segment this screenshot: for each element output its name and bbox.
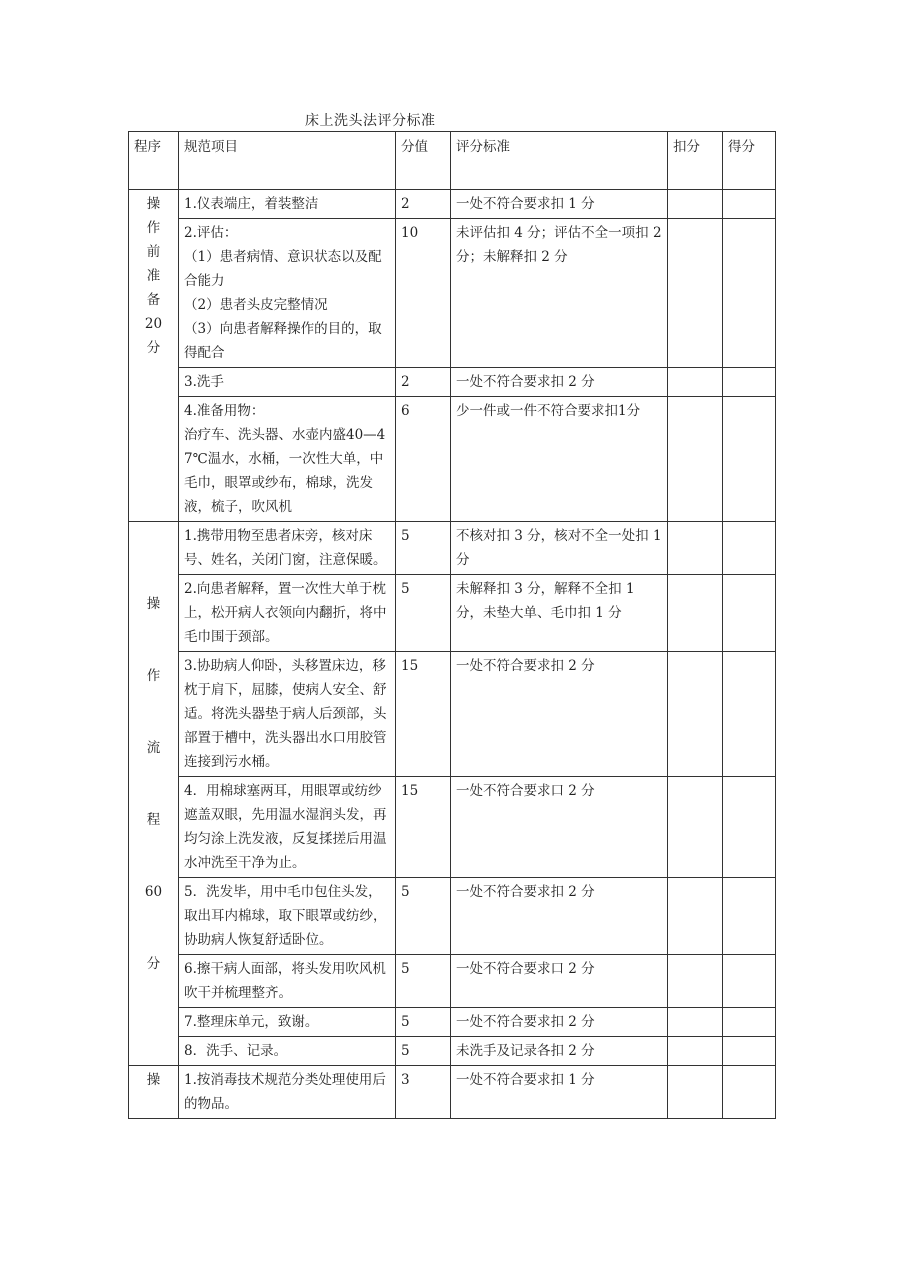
score-cell: 5 <box>396 575 451 652</box>
deduct-cell <box>668 1008 723 1037</box>
got-cell <box>723 397 776 522</box>
item-cell: 2.向患者解释，置一次性大单于枕上，松开病人衣领向内翻折，将中毛巾围于颈部。 <box>179 575 396 652</box>
score-cell: 15 <box>396 777 451 878</box>
header-standard: 评分标准 <box>451 132 668 190</box>
item-cell: 1.仪表端庄，着装整洁 <box>179 190 396 219</box>
item-cell: 3.洗手 <box>179 368 396 397</box>
deduct-cell <box>668 878 723 955</box>
standard-cell: 一处不符合要求扣 1 分 <box>451 1066 668 1119</box>
document-title: 床上洗头法评分标准 <box>305 113 436 129</box>
item-cell: 7.整理床单元，致谢。 <box>179 1008 396 1037</box>
table-row <box>129 190 776 219</box>
item-cell: 6.擦干病人面部，将头发用吹风机吹干并梳理整齐。 <box>179 955 396 1008</box>
got-cell <box>723 878 776 955</box>
header-deduct: 扣分 <box>668 132 723 190</box>
item-cell: 4．用棉球塞两耳，用眼罩或纺纱遮盖双眼，先用温水湿润头发，再均匀涂上洗发液，反复揉搓后用温水冲洗至干净为止。 <box>179 777 396 878</box>
phase-post-operation: 操 <box>129 1066 179 1119</box>
score-cell: 5 <box>396 522 451 575</box>
phase-pre-operation: 操 作 前 准 备 20 分 <box>129 190 179 522</box>
deduct-cell <box>668 652 723 777</box>
score-cell: 2 <box>396 368 451 397</box>
got-cell <box>723 955 776 1008</box>
deduct-cell <box>668 368 723 397</box>
phase-char: 操 <box>146 596 161 612</box>
table-row <box>129 955 776 1008</box>
deduct-cell <box>668 1066 723 1119</box>
deduct-cell <box>668 190 723 219</box>
score-cell: 10 <box>396 219 451 368</box>
phase-char: 60 <box>144 884 163 900</box>
phase-operation-process <box>129 522 179 1066</box>
standard-cell: 一处不符合要求扣 1 分 <box>451 190 668 219</box>
got-cell <box>723 190 776 219</box>
got-cell <box>723 575 776 652</box>
deduct-cell <box>668 219 723 368</box>
scoring-table <box>128 131 776 1119</box>
phase-char: 作 <box>146 668 161 684</box>
phase-char: 流 <box>146 740 161 756</box>
standard-cell: 未洗手及记录各扣 2 分 <box>451 1037 668 1066</box>
item-cell: 2.评估： （1）患者病情、意识状态以及配合能力 （2）患者头皮完整情况 （3）向患者解释操作的目的，取得配合 <box>179 219 396 368</box>
table-row <box>129 1037 776 1066</box>
table-header-row <box>129 132 776 190</box>
table-row <box>129 777 776 878</box>
table-row <box>129 1008 776 1037</box>
item-cell: 4.准备用物： 治疗车、洗头器、水壶内盛40—47℃温水，水桶，一次性大单，中毛巾，眼罩或纱布，棉球，洗发液，梳子，吹风机 <box>179 397 396 522</box>
score-cell: 6 <box>396 397 451 522</box>
standard-cell: 一处不符合要求口 2 分 <box>451 955 668 1008</box>
deduct-cell <box>668 575 723 652</box>
table-row <box>129 575 776 652</box>
got-cell <box>723 1037 776 1066</box>
standard-cell: 一处不符合要求口 2 分 <box>451 777 668 878</box>
deduct-cell <box>668 397 723 522</box>
table-row <box>129 397 776 522</box>
item-cell: 1.携带用物至患者床旁，核对床号、姓名，关闭门窗，注意保暖。 <box>179 522 396 575</box>
deduct-cell <box>668 1037 723 1066</box>
standard-cell: 未评估扣 4 分；评估不全一项扣 2 分；未解释扣 2 分 <box>451 219 668 368</box>
table-row <box>129 878 776 955</box>
standard-cell: 一处不符合要求扣 2 分 <box>451 878 668 955</box>
item-cell: 8．洗手、记录。 <box>179 1037 396 1066</box>
got-cell <box>723 219 776 368</box>
score-cell: 5 <box>396 1037 451 1066</box>
standard-cell: 未解释扣 3 分，解释不全扣 1 分，未垫大单、毛巾扣 1 分 <box>451 575 668 652</box>
got-cell <box>723 1008 776 1037</box>
standard-cell: 一处不符合要求扣 2 分 <box>451 368 668 397</box>
got-cell <box>723 368 776 397</box>
item-cell: 1.按消毒技术规范分类处理使用后的物品。 <box>179 1066 396 1119</box>
got-cell <box>723 522 776 575</box>
item-cell: 5．洗发毕，用中毛巾包住头发，取出耳内棉球，取下眼罩或纺纱，协助病人恢复舒适卧位。 <box>179 878 396 955</box>
score-cell: 5 <box>396 1008 451 1037</box>
got-cell <box>723 1066 776 1119</box>
score-cell: 15 <box>396 652 451 777</box>
header-got: 得分 <box>723 132 776 190</box>
item-cell: 3.协助病人仰卧，头移置床边，移枕于肩下，屈膝，使病人安全、舒适。将洗头器垫于病人后颈部，头部置于槽中，洗头器出水口用胶管连接到污水桶。 <box>179 652 396 777</box>
got-cell <box>723 777 776 878</box>
table-row <box>129 368 776 397</box>
score-cell: 2 <box>396 190 451 219</box>
standard-cell: 少一件或一件不符合要求扣1分 <box>451 397 668 522</box>
table-row <box>129 1066 776 1119</box>
standard-cell: 不核对扣 3 分，核对不全一处扣 1 分 <box>451 522 668 575</box>
header-phase: 程序 <box>129 132 179 190</box>
phase-char: 分 <box>146 956 161 972</box>
deduct-cell <box>668 955 723 1008</box>
table-row <box>129 219 776 368</box>
header-item: 规范项目 <box>179 132 396 190</box>
table-row <box>129 522 776 575</box>
score-cell: 5 <box>396 955 451 1008</box>
got-cell <box>723 652 776 777</box>
score-cell: 5 <box>396 878 451 955</box>
standard-cell: 一处不符合要求扣 2 分 <box>451 1008 668 1037</box>
header-score: 分值 <box>396 132 451 190</box>
deduct-cell <box>668 522 723 575</box>
standard-cell: 一处不符合要求扣 2 分 <box>451 652 668 777</box>
table-row <box>129 652 776 777</box>
phase-char: 程 <box>146 812 161 828</box>
deduct-cell <box>668 777 723 878</box>
score-cell: 3 <box>396 1066 451 1119</box>
